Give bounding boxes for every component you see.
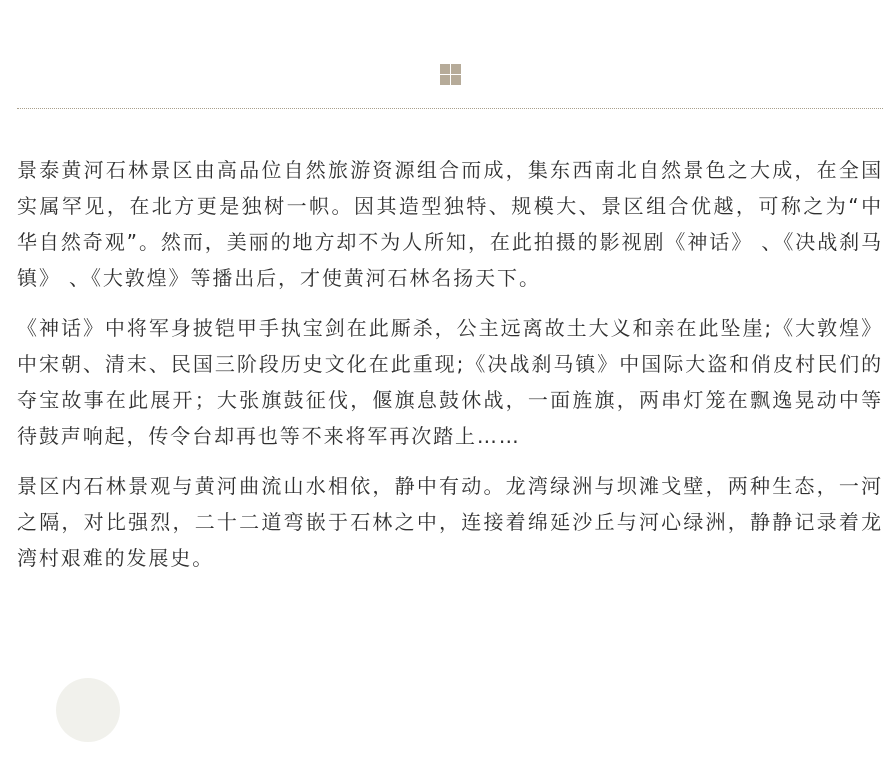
dotted-divider xyxy=(17,108,883,109)
paragraph-intro: 景泰黄河石林景区由高品位自然旅游资源组合而成，集东西南北自然景色之大成，在全国实属罕见，在北方更是独树一帜。因其造型独特、规模大、景区组合优越，可称之为“中华自然奇观”。然而，美丽的地方却不为人所知，在此拍摄的影视剧《神话》 、《决战刹马镇》 、《大敦煌》等播出后，才使黄河石林名扬天下。 xyxy=(17,158,883,290)
square-tile xyxy=(440,64,450,74)
circle-decoration xyxy=(56,678,120,742)
square-tile xyxy=(451,64,461,74)
square-tile xyxy=(451,75,461,85)
article-body xyxy=(17,152,883,590)
four-squares-icon xyxy=(440,64,461,85)
paragraph-landscape: 景区内石林景观与黄河曲流山水相依，静中有动。龙湾绿洲与坝滩戈壁，两种生态，一河之隔，对比强烈，二十二道弯嵌于石林之中，连接着绵延沙丘与河心绿洲，静静记录着龙湾村艰难的发展史。 xyxy=(17,474,883,570)
paragraph-films: 《神话》中将军身披铠甲手执宝剑在此厮杀，公主远离故土大义和亲在此坠崖;《大敦煌》中宋朝、清末、民国三阶段历史文化在此重现;《决战刹马镇》中国际大盗和俏皮村民们的夺宝故事在此展开；大张旗鼓征伐，偃旗息鼓休战，一面旌旗，两串灯笼在飘逸晃动中等待鼓声响起，传令台却再也等不来将军再次踏上…… xyxy=(17,316,883,448)
square-tile xyxy=(440,75,450,85)
